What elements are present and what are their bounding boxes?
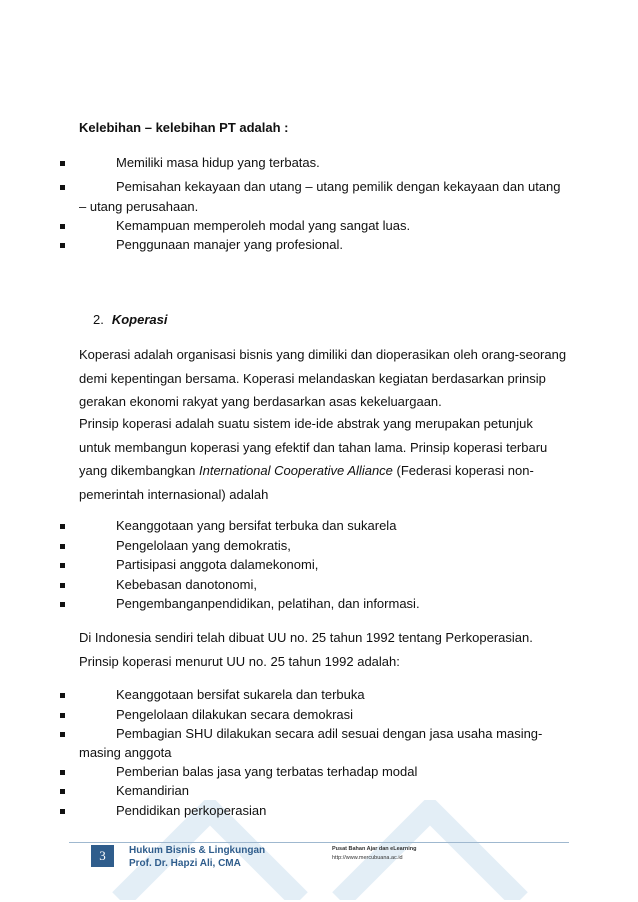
list-item: Penggunaan manajer yang profesional. <box>116 237 343 252</box>
paragraph-line: pemerintah internasional) adalah <box>79 486 269 502</box>
list-item-continuation: masing anggota <box>79 745 172 760</box>
text-span: yang dikembangkan <box>79 463 199 478</box>
paragraph-line: untuk membangun koperasi yang efektif dan tahan lama. Prinsip koperasi terbaru <box>79 439 548 455</box>
paragraph-prinsip <box>79 412 549 506</box>
paragraph-line: Di Indonesia sendiri telah dibuat UU no. 25 tahun 1992 tentang Perkoperasian. <box>79 630 533 645</box>
paragraph-line <box>79 459 549 483</box>
bullet-marker <box>60 770 65 775</box>
list-item: Partisipasi anggota dalamekonomi, <box>116 557 319 572</box>
page-number: 3 <box>91 845 114 867</box>
footer-institution: Pusat Bahan Ajar dan eLearning <box>332 846 417 852</box>
bullet-marker <box>60 544 65 549</box>
bullet-marker <box>60 602 65 607</box>
bullet-marker <box>60 243 65 248</box>
list-item: Memiliki masa hidup yang terbatas. <box>116 155 320 170</box>
bullet-marker <box>60 224 65 229</box>
list-item: Keanggotaan yang bersifat terbuka dan sukarela <box>116 518 397 533</box>
text-span: (Federasi koperasi non- <box>392 463 534 478</box>
list-item: Pemisahan kekayaan dan utang – utang pemilik dengan kekayaan dan utang <box>116 179 561 194</box>
bullet-marker <box>60 563 65 568</box>
section-heading <box>93 312 167 327</box>
footer-course: Hukum Bisnis & Lingkungan <box>129 845 266 856</box>
list-item: Kemampuan memperoleh modal yang sangat luas. <box>116 218 411 233</box>
paragraph-line: demi kepentingan bersama. Koperasi melandaskan kegiatan berdasarkan prinsip <box>79 370 546 386</box>
paragraph-line: Prinsip koperasi adalah suatu sistem ide-ide abstrak yang merupakan petunjuk <box>79 416 533 431</box>
paragraph-uu <box>79 626 549 673</box>
list-item: Pendidikan perkoperasian <box>116 803 267 818</box>
list-item: Pengembanganpendidikan, pelatihan, dan informasi. <box>116 596 420 611</box>
bullet-marker <box>60 583 65 588</box>
footer-author: Prof. Dr. Hapzi Ali, CMA <box>129 858 241 869</box>
list-item: Pengelolaan dilakukan secara demokrasi <box>116 707 354 722</box>
paragraph-line: gerakan ekonomi rakyat yang berdasarkan asas kekeluargaan. <box>79 394 442 409</box>
footer-divider <box>69 842 569 843</box>
section-title: Koperasi <box>111 312 168 327</box>
bullet-marker <box>60 713 65 718</box>
list-item: Kebebasan danotonomi, <box>116 577 257 592</box>
bullet-marker <box>60 524 65 529</box>
paragraph-line: Prinsip koperasi menurut UU no. 25 tahun 1992 adalah: <box>79 653 400 669</box>
paragraph-line: Koperasi adalah organisasi bisnis yang dimiliki dan dioperasikan oleh orang-seorang <box>79 347 567 362</box>
bullet-marker <box>60 789 65 794</box>
bullet-marker <box>60 693 65 698</box>
paragraph-koperasi-definition <box>79 343 567 414</box>
list-item: Pengelolaan yang demokratis, <box>116 538 291 553</box>
bullet-marker <box>60 732 65 737</box>
list-item: Keanggotaan bersifat sukarela dan terbuka <box>116 687 365 702</box>
bullet-marker <box>60 809 65 814</box>
footer-course-info <box>129 844 265 870</box>
list-item: Pembagian SHU dilakukan secara adil sesuai dengan jasa usaha masing- <box>116 726 543 741</box>
bullet-marker <box>60 161 65 166</box>
footer-url[interactable]: http://www.mercubuana.ac.id <box>332 855 403 861</box>
kelebihan-heading: Kelebihan – kelebihan PT adalah : <box>79 120 289 135</box>
bullet-marker <box>60 185 65 190</box>
list-item: Kemandirian <box>116 783 189 798</box>
section-number: 2. <box>93 312 104 327</box>
ica-name: International Cooperative Alliance <box>198 463 393 478</box>
list-item-continuation: – utang perusahaan. <box>79 199 199 214</box>
list-item: Pemberian balas jasa yang terbatas terhadap modal <box>116 764 418 779</box>
